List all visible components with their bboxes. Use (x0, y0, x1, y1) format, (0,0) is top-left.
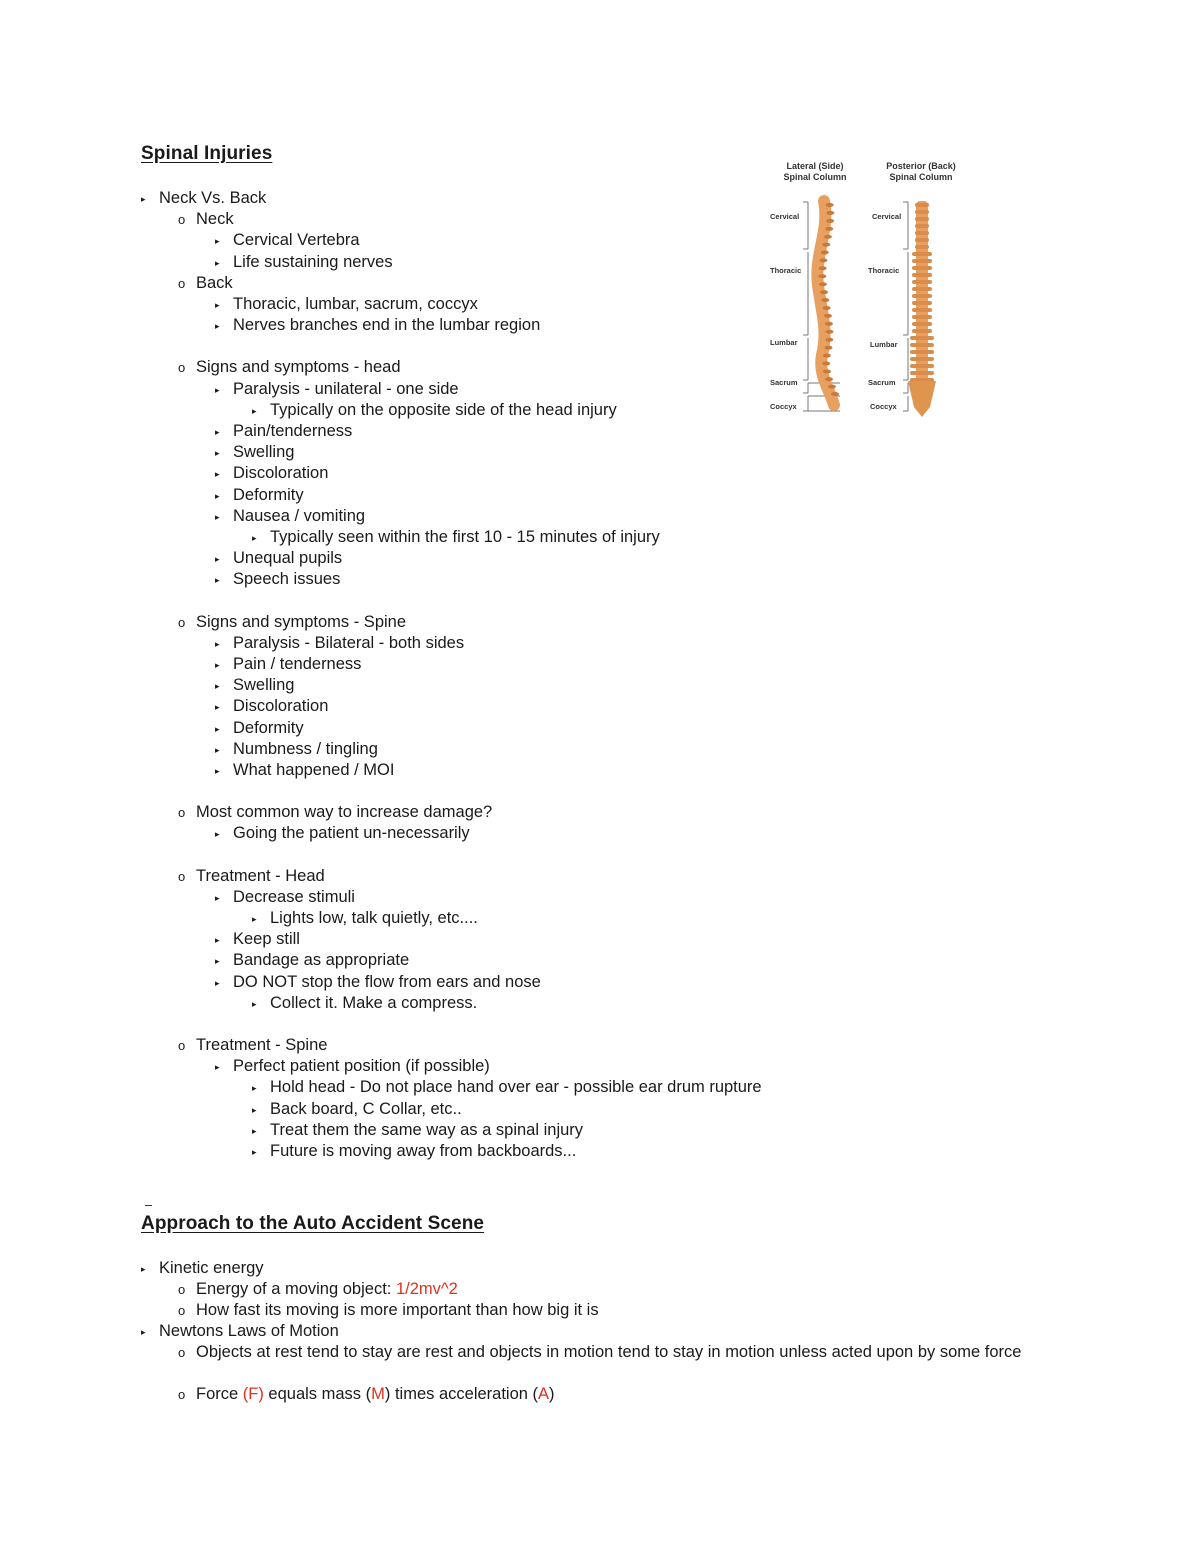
outline-item-text: Pain/tenderness (233, 422, 353, 440)
outline-item (215, 760, 394, 781)
outline-item-text: Back board, C Collar, etc.. (270, 1099, 462, 1118)
vertebra (915, 231, 929, 235)
outline-item-text: Swelling (233, 676, 295, 695)
bullet-marker: ▸ (215, 892, 220, 903)
posterior-label-cervical: Cervical (872, 212, 902, 221)
bullet-marker: ▸ (215, 956, 220, 967)
outline-item-text: Neck (196, 210, 234, 229)
bullet-marker: ▸ (215, 384, 220, 395)
bullet-marker: ▸ (141, 1327, 146, 1337)
vertebra (823, 369, 831, 373)
outline-item-text: Going the patient un-necessarily (233, 824, 470, 843)
outline-item (215, 442, 294, 463)
vertebra (910, 371, 934, 375)
outline-item (215, 379, 459, 400)
outline-item-text: Typically seen within the first 10 - 15 minutes of injury (270, 528, 660, 546)
vertebra (819, 282, 827, 286)
vertebra (910, 357, 934, 361)
vertebra (915, 224, 929, 228)
outline-item-text: Most common way to increase damage? (196, 803, 493, 822)
outline-item-text: Signs and symptoms - Spine (196, 612, 407, 631)
outline-item (252, 993, 477, 1014)
bullet-marker: ▸ (252, 1147, 257, 1157)
vertebra (912, 259, 932, 263)
vertebra (912, 287, 932, 291)
lateral-title-line1: Lateral (Side) (786, 161, 844, 171)
vertebra (822, 362, 830, 366)
outline-item (215, 887, 355, 908)
list-item-force-equation: o Force (F) equals mass (M) times acceleration (A) (178, 1385, 555, 1403)
bullet-marker: o (178, 1303, 186, 1318)
list-item-kinetic-energy: ▸ Kinetic energy (141, 1258, 264, 1279)
outline-item (215, 421, 352, 442)
outline-item-text: Perfect patient position (if possible) (233, 1057, 490, 1076)
bullet-marker: ▸ (252, 914, 257, 924)
vertebra (912, 280, 932, 284)
bullet-marker: o (178, 1038, 186, 1053)
outline-item-text: Neck Vs. Back (159, 189, 267, 207)
bullet-marker: o (178, 1345, 186, 1360)
outline-item (252, 908, 478, 929)
outline-item (252, 1120, 583, 1141)
outline-item (178, 209, 234, 230)
vertebra (915, 238, 929, 242)
bullet-marker: ▸ (215, 575, 220, 586)
outline-item-text: Collect it. Make a compress. (270, 993, 478, 1012)
outline-item (178, 273, 233, 294)
outline-item-text: Deformity (233, 718, 304, 737)
outline-item (252, 1077, 762, 1098)
spinal-column-figure (760, 155, 975, 425)
outline-item (215, 463, 328, 484)
bullet-marker: ▸ (215, 257, 220, 268)
outline-item-text: Deformity (233, 485, 304, 504)
bullet-marker: ▸ (215, 935, 220, 946)
bullet-marker: o (178, 1387, 186, 1402)
bullet-marker: ▸ (215, 321, 220, 332)
bullet-marker: ▸ (215, 702, 220, 713)
outline-item-text: Discoloration (233, 464, 329, 483)
bullet-marker: ▸ (215, 744, 220, 755)
vertebra (825, 338, 833, 342)
lateral-label-cervical: Cervical (770, 212, 800, 221)
outline-item (215, 1056, 490, 1077)
vertebra (825, 227, 833, 231)
bullet-marker: ▸ (215, 829, 220, 840)
bullet-marker: ▸ (215, 638, 220, 649)
vertebra (831, 392, 839, 396)
lateral-spine-shape (817, 201, 834, 405)
list-item-energy-formula: o Energy of a moving object: 1/2mv^2 (178, 1280, 458, 1298)
outline-item-text: Treat them the same way as a spinal injury (270, 1120, 584, 1139)
vertebra (819, 258, 827, 262)
vertebra (912, 308, 932, 312)
section-title-spinal-injuries: Spinal Injuries (141, 143, 273, 164)
vertebra (915, 203, 929, 207)
outline-item-text: Future is moving away from backboards... (270, 1142, 577, 1160)
vertebra (915, 217, 929, 221)
vertebra (912, 301, 932, 305)
bullet-marker: o (178, 360, 186, 376)
outline-item (215, 230, 360, 251)
vertebra (912, 329, 932, 333)
outline-item (215, 675, 294, 696)
bullet-marker: ▸ (252, 533, 257, 543)
bullet-marker: ▸ (215, 469, 220, 480)
vertebra (912, 252, 932, 256)
vertebra (828, 385, 836, 389)
outline-item-text: What happened / MOI (233, 761, 395, 779)
outline-item-text: Life sustaining nerves (233, 252, 393, 271)
bullet-marker: ▸ (215, 554, 220, 565)
outline-item (215, 739, 378, 760)
outline-item-text: Back (196, 273, 233, 292)
outline-item (215, 315, 540, 336)
vertebra (910, 343, 934, 347)
posterior-title-line1: Posterior (Back) (886, 161, 956, 171)
outline-item (178, 802, 492, 823)
vertebra (825, 377, 833, 381)
bullet-marker: ▸ (215, 660, 220, 670)
bullet-marker: ▸ (215, 977, 220, 988)
posterior-sacrum-shape (908, 381, 936, 417)
bullet-marker: ▸ (252, 1125, 257, 1136)
bullet-marker: ▸ (215, 511, 220, 522)
outline-item (252, 1141, 576, 1162)
outline-item (215, 972, 541, 993)
vertebra (915, 245, 929, 249)
outline-item-text: Lights low, talk quietly, etc.... (270, 909, 478, 927)
bullet-marker: ▸ (215, 427, 220, 437)
vertebra (912, 294, 932, 298)
outline-item (178, 357, 401, 378)
outline-item (178, 612, 406, 633)
outline-item (178, 1035, 327, 1056)
outline-item (252, 1099, 462, 1120)
vertebra (821, 250, 829, 254)
bullet-marker: o (178, 614, 186, 630)
vertebra (912, 322, 932, 326)
lateral-label-lumbar: Lumbar (770, 338, 798, 347)
outline-item-text: Speech issues (233, 570, 341, 589)
energy-formula: 1/2mv^2 (395, 1280, 458, 1298)
vertebra (910, 350, 934, 354)
vertebra (910, 364, 934, 368)
vertebra (912, 273, 932, 277)
outline-item (215, 485, 304, 506)
bullet-marker: ▸ (252, 405, 257, 416)
outline-item-text: Signs and symptoms - head (196, 358, 401, 377)
outline-item-text: Swelling (233, 443, 295, 462)
posterior-label-thoracic: Thoracic (868, 266, 900, 275)
lateral-label-thoracic: Thoracic (770, 266, 802, 275)
bullet-marker: ▸ (252, 1083, 257, 1094)
outline-item-text: Decrease stimuli (233, 887, 355, 906)
list-item-objects-at-rest: o Objects at rest tend to stay are rest and objects in motion tend to stay in motion unless acted upon by some force (178, 1343, 1022, 1361)
list-item-how-fast: o How fast its moving is more important than how big it is (178, 1301, 599, 1319)
outline-item (215, 823, 470, 844)
list-item-newtons-laws: ▸ Newtons Laws of Motion (141, 1321, 339, 1342)
lateral-label-coccyx: Coccyx (770, 402, 797, 411)
outline-item (215, 696, 328, 717)
outline-item-text: Typically on the opposite side of the head injury (270, 400, 617, 419)
posterior-label-coccyx: Coccyx (870, 402, 897, 411)
outline-item (252, 400, 617, 421)
bullet-marker: ▸ (252, 998, 257, 1009)
vertebra (826, 211, 834, 215)
vertebra (912, 315, 932, 319)
outline-item (215, 506, 365, 527)
posterior-region-brackets (903, 202, 908, 411)
vertebra (820, 290, 828, 294)
outline-item-text: Paralysis - unilateral - one side (233, 379, 459, 398)
outline-item-text: Bandage as appropriate (233, 951, 410, 970)
vertebra (824, 314, 832, 318)
outline-item (178, 866, 325, 887)
posterior-title-line2: Spinal Column (889, 172, 953, 182)
separator-dash (145, 1205, 152, 1206)
posterior-label-lumbar: Lumbar (870, 340, 898, 349)
outline-item (215, 718, 304, 739)
outline-item-text: Treatment - Head (196, 866, 325, 885)
vertebra (915, 210, 929, 214)
outline-item-text: Paralysis - Bilateral - both sides (233, 633, 465, 652)
vertebra (826, 330, 834, 334)
vertebra (826, 203, 834, 207)
lateral-label-sacrum: Sacrum (770, 378, 798, 387)
bullet-marker: ▸ (252, 1104, 257, 1115)
outline-item-text: Unequal pupils (233, 549, 343, 568)
bullet-marker: ▸ (215, 1062, 220, 1073)
outline-item-text: Nausea / vomiting (233, 506, 366, 525)
outline-item (141, 188, 266, 209)
vertebra (822, 243, 830, 247)
vertebra (819, 266, 827, 270)
outline-item (215, 929, 300, 950)
vertebra (823, 306, 831, 310)
bullet-marker: ▸ (141, 194, 146, 204)
bullet-marker: o (178, 1282, 186, 1297)
outline-item-text: Keep still (233, 930, 300, 949)
outline-item-text: Pain / tenderness (233, 655, 362, 673)
bullet-marker: o (178, 805, 186, 821)
bullet-marker: ▸ (215, 300, 220, 310)
outline-item (215, 569, 340, 590)
outline-item (215, 252, 393, 273)
outline-item (215, 950, 409, 971)
section-title-auto-accident: Approach to the Auto Accident Scene (141, 1213, 485, 1234)
vertebra (823, 354, 831, 358)
outline-item-text: Treatment - Spine (196, 1036, 328, 1054)
outline-item (215, 654, 361, 675)
vertebra (826, 219, 834, 223)
bullet-marker: ▸ (215, 681, 220, 692)
vertebra (821, 298, 829, 302)
vertebra (824, 346, 832, 350)
vertebra (912, 266, 932, 270)
outline-item-text: Discoloration (233, 697, 329, 716)
spine-illustration (760, 155, 975, 425)
bullet-marker: ▸ (215, 723, 220, 734)
outline-item (215, 548, 342, 569)
outline-item-text: Hold head - Do not place hand over ear - possible ear drum rupture (270, 1078, 762, 1097)
bullet-marker: ▸ (215, 766, 220, 776)
bullet-marker: ▸ (215, 236, 220, 247)
vertebra (824, 235, 832, 239)
bullet-marker: o (178, 275, 186, 291)
outline-item (215, 294, 478, 315)
outline-item-text: Cervical Vertebra (233, 231, 360, 250)
bullet-marker: o (178, 212, 186, 228)
outline-item-text: DO NOT stop the flow from ears and nose (233, 972, 541, 991)
outline-item (215, 633, 464, 654)
bullet-marker: ▸ (215, 490, 220, 501)
vertebra (910, 336, 934, 340)
bullet-marker: o (178, 868, 186, 884)
outline-item-text: Nerves branches end in the lumbar region (233, 316, 541, 335)
outline-item (252, 527, 660, 548)
outline-item-text: Thoracic, lumbar, sacrum, coccyx (233, 295, 478, 313)
lateral-title-line2: Spinal Column (783, 172, 847, 182)
bullet-marker: ▸ (215, 448, 220, 459)
vertebra (818, 274, 826, 278)
outline-item-text: Numbness / tingling (233, 739, 378, 758)
vertebra (825, 322, 833, 326)
bullet-marker: ▸ (141, 1264, 146, 1274)
posterior-label-sacrum: Sacrum (868, 378, 896, 387)
